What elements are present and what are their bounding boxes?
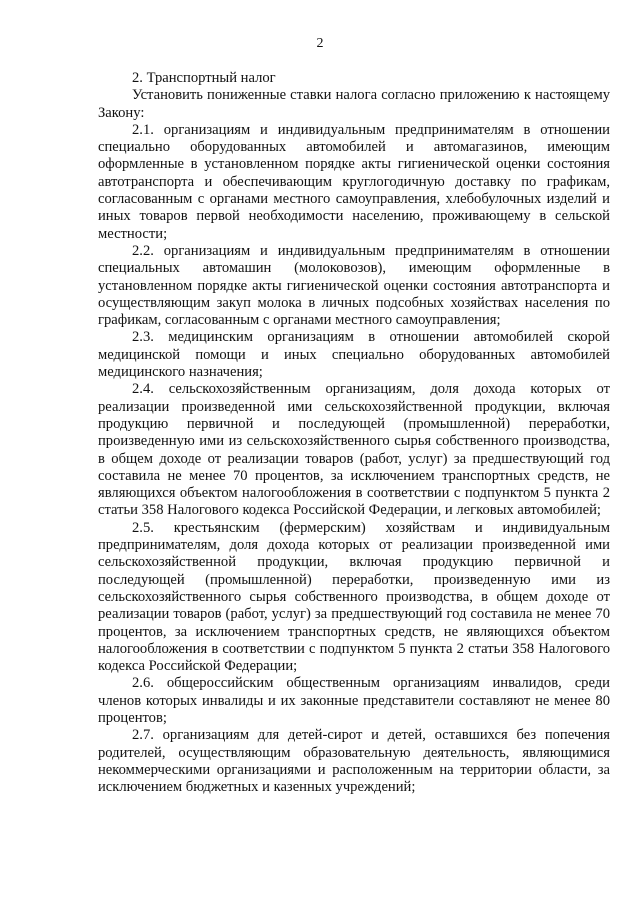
item-2-3: 2.3. медицинским организациям в отношении автомобилей скорой медицинской помощи и иных специально оборудованных автомобилей медицинского назначения;: [98, 329, 610, 381]
intro-paragraph: Установить пониженные ставки налога согласно приложению к настоящему Закону:: [98, 87, 610, 121]
item-2-2: 2.2. организациям и индивидуальным предпринимателям в отношении специальных автомашин (молоковозов), имеющим оформленные в установленном порядке акты гигиенической оценки состояния автотранспорта и осуществляющим закуп молока в личных подсобных хозяйствах населения по графикам, согласованным с органами местного самоуправления;: [98, 242, 610, 329]
section-heading: 2. Транспортный налог: [132, 70, 276, 86]
document-body: [98, 70, 610, 796]
item-2-5: 2.5. крестьянским (фермерским) хозяйствам и индивидуальным предпринимателям, доля дохода которых от реализации произведенной ими сельскохозяйственной продукции, включая продукцию первичной и последующей (промышленной) переработки, произведенную ими из сельскохозяйственного сырья собственного производства, в общем доходе от реализации товаров (работ, услуг) за предшествующий год составила не менее 70 процентов, за исключением транспортных средств, не являющихся объектом налогообложения в соответствии с подпунктом 5 пункта 2 статьи 358 Налогового кодекса Российской Федерации;: [98, 519, 610, 675]
item-2-4: 2.4. сельскохозяйственным организациям, доля дохода которых от реализации произведенной ими сельскохозяйственной продукции, включая продукцию первичной и последующей (промышленной) переработки, произведенную ими из сельскохозяйственного сырья собственного производства, в общем доходе от реализации товаров (работ, услуг) за предшествующий год составила не менее 70 процентов, за исключением транспортных средств, не являющихся объектом налогообложения в соответствии с подпунктом 5 пункта 2 статьи 358 Налогового кодекса Российской Федерации, и легковых автомобилей;: [98, 381, 610, 519]
item-2-1: 2.1. организациям и индивидуальным предпринимателям в отношении специально оборудованных автомобилей и автомагазинов, имеющим оформленные в установленном порядке акты гигиенической оценки состояния автотранспорта и обеспечивающим круглогодичную доставку по графикам, согласованным с органами местного самоуправления, хлебобулочных изделий и иных товаров первой необходимости населению, проживающему в сельской местности;: [98, 121, 610, 242]
page-number: 2: [316, 36, 324, 51]
item-2-7: 2.7. организациям для детей-сирот и детей, оставшихся без попечения родителей, осуществляющим образовательную деятельность, являющимися некоммерческими организациями и расположенным на территории области, за исключением бюджетных и казенных учреждений;: [98, 727, 610, 796]
item-2-6: 2.6. общероссийским общественным организациям инвалидов, среди членов которых инвалиды и их законные представители составляют не менее 80 процентов;: [98, 675, 610, 726]
